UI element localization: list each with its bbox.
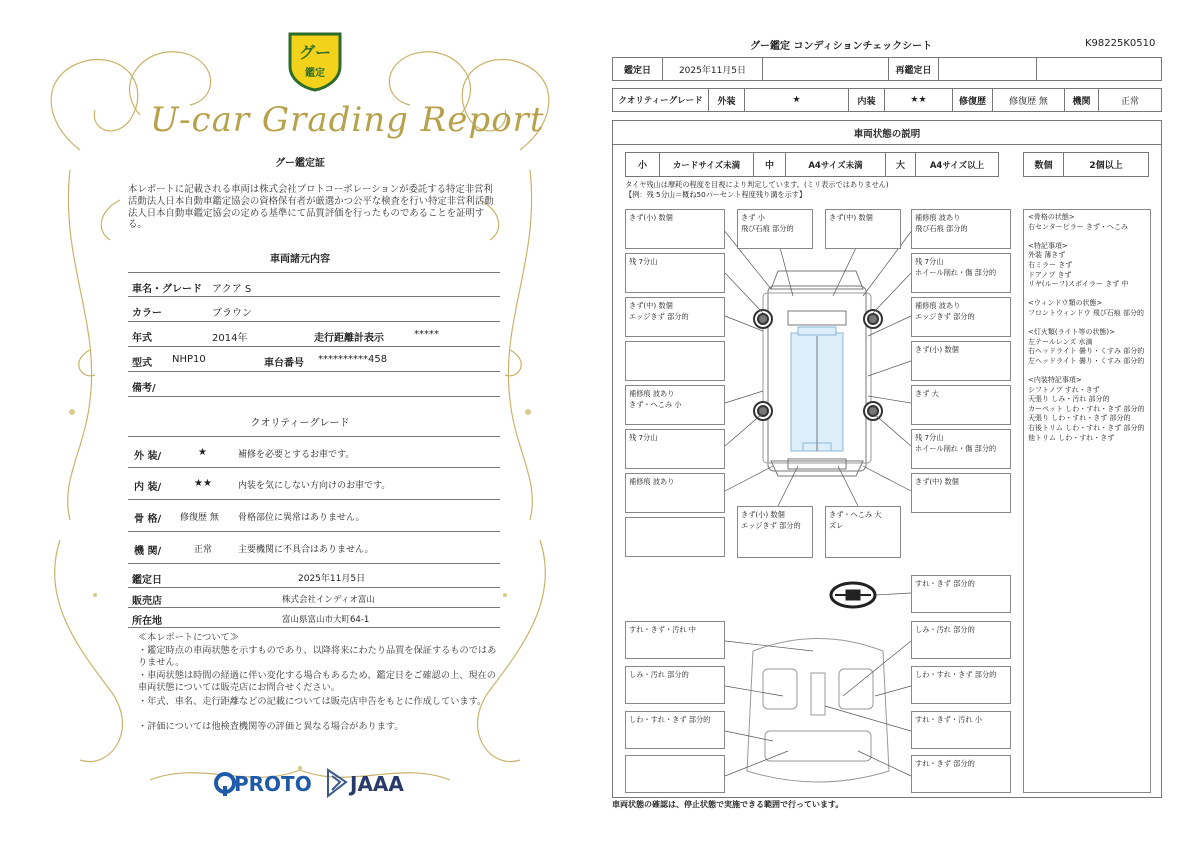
certificate-text: 本レポートに記載される車両は株式会社プロトコーポレーションが委託する特定非営利活動法人日本自動車鑑定協会の資格保有者が厳選かつ公平な検査を行い特定非営利活動法人日本自動車鑑定協会の定める基準にて品質評価を行ったものであることを証明する。: [128, 184, 494, 231]
specs-heading: 車両諸元内容: [270, 254, 330, 265]
spec-model-label: 型式: [132, 358, 152, 369]
spec-row-name: [128, 272, 500, 297]
special-note-line: 右センターピラー きず・へこみ: [1028, 222, 1128, 231]
special-note-line: フロントウィンドウ 飛び石痕 部分的: [1028, 308, 1145, 317]
interior-note-box: すれ・きず 部分的: [911, 575, 1011, 613]
special-note-line: <ウィンドウ類の状態>: [1028, 299, 1103, 308]
special-note-line: <骨格の状態>: [1028, 213, 1075, 221]
section-title: 車両状態の説明: [613, 121, 1161, 145]
notice-item: ・車両状態は時間の経過に伴い変化する場合もあるため、鑑定日をご確認の上、現在の車両状態については販売店にお問合せください。: [138, 670, 496, 693]
proto-logo-text: PROTO: [234, 772, 312, 796]
steering-wheel-icon: [831, 583, 875, 607]
exterior-note-box: 残 7分山 ホイール削れ・傷 部分的: [911, 429, 1011, 469]
special-note-line: 左ヘッドライト 曇り・くすみ 部分的: [1028, 356, 1145, 365]
quality-row-engine: [128, 532, 500, 564]
special-note-line: 右ヘッドライト 曇り・くすみ 部分的: [1028, 347, 1145, 356]
quality-interior-value: ★★: [194, 478, 212, 489]
tire-note-2: 【例：残 5分山＝概ね50パーセント程度残り溝を示す】: [625, 190, 807, 199]
interior-note-box: すれ・きず・汚れ 中: [625, 621, 725, 659]
spec-mileage-label: 走行距離計表示: [314, 333, 384, 344]
svg-text:グー: グー: [298, 43, 332, 62]
spec-color-value: ブラウン: [212, 308, 252, 319]
exterior-note-box: きず 小 飛び石痕 部分的: [737, 209, 813, 249]
special-note-line: 他トリム しわ・すれ・きず: [1028, 433, 1115, 442]
row2-repair-value: 修復歴 無: [993, 89, 1065, 111]
footer-note: 車両状態の確認は、停止状態で実施できる範囲で行っています。: [612, 800, 844, 809]
spec-name-value: アクア S: [212, 284, 252, 295]
interior-note-box: すれ・きず・汚れ 小: [911, 711, 1011, 749]
exterior-note-box: きず(小) 数個: [625, 209, 725, 249]
inspection-address-value: 富山県富山市大町64-1: [282, 615, 370, 625]
spec-year-label: 年式: [132, 333, 152, 344]
special-note-line: 右後トリム しわ・すれ・きず 部分的: [1028, 424, 1145, 433]
row1-empty: [763, 58, 889, 80]
special-note-line: ドアノブ きず: [1028, 270, 1072, 279]
interior-note-box: しわ・すれ・きず 部分的: [625, 711, 725, 749]
interior-note-box: しみ・汚れ 部分的: [625, 666, 725, 704]
row2-int-label: 内装: [849, 89, 885, 111]
inspection-dealer-label: 販売店: [132, 596, 162, 607]
notice-item: ・年式、車名、走行距離などの記載については販売店申告をもとに作成しています。: [138, 696, 487, 707]
quality-interior-desc: 内装を気にしない方向けのお車です。: [238, 481, 391, 491]
row1-redate-label: 再鑑定日: [889, 58, 939, 80]
exterior-note-box: 残 7分山: [625, 429, 725, 469]
spec-row-model: [128, 347, 500, 372]
size-large-label: 大: [886, 153, 916, 176]
svg-text:鑑定: 鑑定: [305, 68, 325, 79]
special-note-line: <特記事項>: [1028, 241, 1068, 250]
count-label: 数個: [1024, 153, 1064, 176]
special-note-line: 天張り しわ・すれ・きず 部分的: [1028, 414, 1131, 423]
row1-date-value: 2025年11月5日: [663, 58, 763, 80]
size-small-label: 小: [626, 153, 660, 176]
spec-row-year: [128, 322, 500, 347]
notice-item: ・鑑定時点の車両状態を示すものであり、以降将来にわたり品質を保証するものではありません。: [138, 645, 497, 668]
exterior-note-box: きず・へこみ 大 ズレ: [825, 506, 901, 558]
inspection-dealer-value: 株式会社インディオ富山: [282, 595, 375, 605]
size-small-value: カードサイズ未満: [660, 153, 754, 176]
exterior-note-box: きず(中) 数個: [825, 209, 901, 249]
exterior-note-box: 残 7分山 ホイール削れ・傷 部分的: [911, 253, 1011, 293]
quality-exterior-value: ★: [198, 447, 207, 458]
tire-note-1: タイヤ残山は摩耗の程度を目視により判定しています。(ミリ表示ではありません): [625, 180, 889, 189]
exterior-note-box: きず(小) 数個 エッジきず 部分的: [737, 506, 813, 558]
row2-engine-value: 正常: [1120, 96, 1139, 107]
inspection-row-address: [128, 608, 500, 628]
spec-color-label: カラー: [132, 308, 162, 319]
inspection-row-dealer: [128, 588, 500, 608]
inspection-date-value: 2025年11月5日: [298, 574, 366, 584]
quality-engine-value: 正常: [194, 545, 213, 555]
spec-name-label: 車名・グレード: [132, 284, 202, 295]
exterior-note-box: [625, 517, 725, 557]
size-medium-label: 中: [754, 153, 786, 176]
spec-year-value: 2014年: [212, 333, 248, 344]
exterior-note-box: きず(中) 数個 エッジきず 部分的: [625, 297, 725, 337]
report-title: U-car Grading Report: [150, 100, 545, 140]
quality-engine-desc: 主要機関に不具合はありません。: [238, 545, 374, 555]
quality-frame-label: 骨 格/: [134, 514, 162, 525]
quality-row-exterior: [128, 436, 500, 468]
quality-exterior-label: 外 装/: [134, 451, 162, 462]
proto-logo-icon: [214, 770, 236, 796]
inspection-date-row: [612, 57, 1162, 81]
size-medium-value: A4サイズ未満: [786, 153, 886, 176]
exterior-note-box: 残 7分山: [625, 253, 725, 293]
inspection-address-label: 所在地: [132, 616, 162, 627]
row2-qg-label: クオリティーグレード: [613, 89, 709, 111]
row2-engine-label: 機関: [1065, 89, 1099, 111]
special-note-line: 右ミラー きず: [1028, 260, 1073, 269]
notice-heading: ≪本レポートについて≫: [138, 632, 239, 643]
interior-note-box: [625, 755, 725, 793]
exterior-note-box: 補修痕 波あり エッジきず 部分的: [911, 297, 1011, 337]
condition-check-sheet-page: [600, 0, 1200, 848]
special-note-line: シフトノブ すれ・きず: [1028, 385, 1100, 394]
jaaa-logo-icon: [326, 768, 348, 798]
row2-ext-label: 外装: [709, 89, 745, 111]
spec-chassis-label: 車台番号: [264, 358, 304, 369]
special-note-line: 天張り しみ・汚れ 部分的: [1028, 395, 1110, 404]
special-note-line: <灯火類(ライト等の状態)>: [1028, 328, 1115, 337]
spec-chassis-value: **********458: [318, 354, 388, 365]
row1-date-label: 鑑定日: [613, 58, 663, 80]
exterior-note-box: 補修痕 波あり 飛び石痕 部分的: [911, 209, 1011, 249]
special-note-line: [1028, 290, 1146, 300]
certificate-heading: グー鑑定証: [275, 158, 325, 169]
sheet-title: グー鑑定 コンディションチェックシート: [750, 41, 933, 52]
special-note-line: [1028, 232, 1146, 242]
interior-note-box: しわ・すれ・きず 部分的: [911, 666, 1011, 704]
quality-row-interior: [128, 468, 500, 500]
quality-exterior-desc: 補修を必要とするお車です。: [238, 450, 355, 460]
count-value: 2個以上: [1089, 161, 1123, 171]
quality-row-frame: [128, 500, 500, 532]
count-legend: [1023, 152, 1149, 177]
quality-heading: クオリティーグレード: [250, 418, 350, 429]
interior-note-box: しみ・汚れ 部分的: [911, 621, 1011, 659]
sheet-code: K98225K0510: [1085, 38, 1156, 49]
row2-int-value: ★★: [885, 89, 953, 111]
exterior-note-box: [625, 341, 725, 381]
exterior-note-box: きず 大: [911, 385, 1011, 425]
exterior-note-box: きず(中) 数個: [911, 473, 1011, 513]
exterior-note-box: きず(小) 数個: [911, 341, 1011, 381]
row1-redate-value: [939, 58, 1037, 80]
goo-kantei-badge-icon: [286, 30, 344, 92]
special-note-line: [1028, 319, 1146, 329]
vehicle-condition-section: [612, 120, 1162, 798]
spec-remarks-label: 備考/: [132, 383, 156, 394]
inspection-row-date: [128, 566, 500, 588]
quality-engine-label: 機 関/: [134, 546, 162, 557]
jaaa-logo-text: JAAA: [350, 772, 404, 796]
special-note-line: [1028, 367, 1146, 377]
special-note-line: リヤ(ルーフ)スポイラー きず 中: [1028, 280, 1129, 289]
interior-note-box: すれ・きず 部分的: [911, 755, 1011, 793]
exterior-note-box: 補修痕 波あり: [625, 473, 725, 513]
row2-ext-value: ★: [745, 89, 849, 111]
quality-frame-desc: 骨格部位に異常はありません。: [238, 513, 365, 523]
spec-model-value: NHP10: [172, 354, 206, 365]
spec-mileage-value: *****: [414, 329, 439, 340]
special-note-line: 左テールレンズ 水滴: [1028, 337, 1093, 346]
special-note-line: 外装 薄きず: [1028, 251, 1066, 260]
spec-row-remarks: [128, 372, 500, 397]
size-large-value: A4サイズ以上: [929, 160, 985, 171]
special-note-line: <内装特記事項>: [1028, 376, 1082, 385]
special-note-line: カーペット しわ・すれ・きず 部分的: [1028, 404, 1145, 413]
exterior-note-box: 補修痕 波あり きず・へこみ 小: [625, 385, 725, 425]
quality-interior-label: 内 装/: [134, 482, 162, 493]
notice-item: ・評価については他検査機関等の評価と異なる場合があります。: [138, 721, 404, 732]
spec-row-color: [128, 297, 500, 322]
quality-grade-row: [612, 88, 1162, 112]
inspection-date-label: 鑑定日: [132, 575, 162, 586]
row2-repair-label: 修復歴: [953, 89, 993, 111]
quality-frame-value: 修復歴 無: [180, 513, 219, 523]
special-notes-panel: [1023, 209, 1151, 793]
